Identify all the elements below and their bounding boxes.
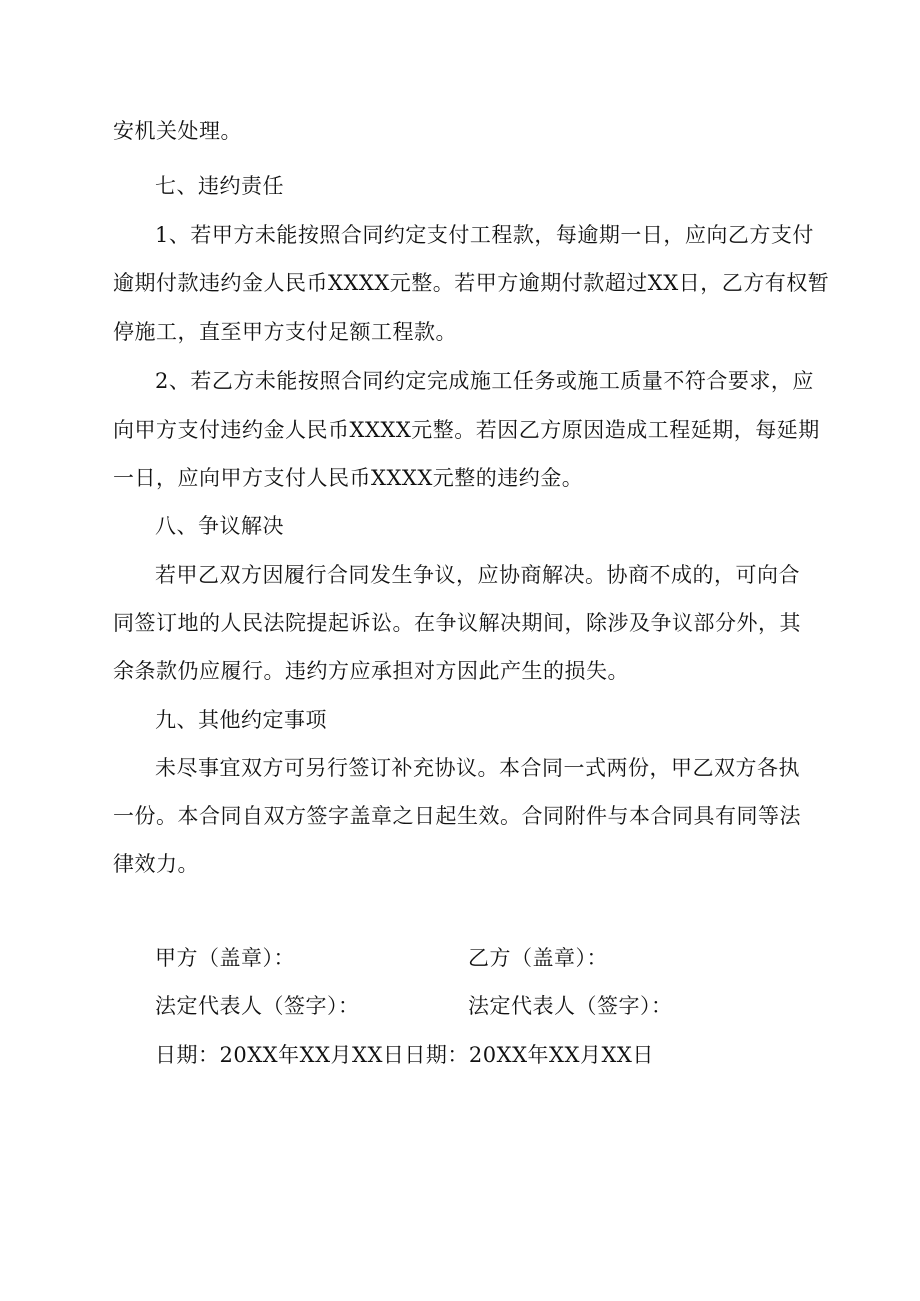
section8-heading: 八、争议解决 xyxy=(155,514,284,538)
clause1-line2: 逾期付款违约金人民币XXXX元整。若甲方逾期付款超过XX日，乙方有权暂 xyxy=(113,271,830,295)
section8-line2: 同签订地的人民法院提起诉讼。在争议解决期间，除涉及争议部分外，其 xyxy=(113,611,801,635)
section8-line3: 余条款仍应履行。违约方应承担对方因此产生的损失。 xyxy=(113,659,629,683)
clause2-line1: 2、若乙方未能按照合同约定完成施工任务或施工质量不符合要求，应 xyxy=(155,369,814,393)
party-b-rep-label: 法定代表人（签字）： xyxy=(468,994,673,1018)
clause1-line3: 停施工，直至甲方支付足额工程款。 xyxy=(113,320,457,344)
party-a-rep-label: 法定代表人（签字）： xyxy=(155,994,360,1018)
party-b-seal-label: 乙方（盖章）： xyxy=(468,946,608,970)
intro-tail-text: 安机关处理。 xyxy=(113,119,242,143)
clause1-line1: 1、若甲方未能按照合同约定支付工程款，每逾期一日，应向乙方支付 xyxy=(155,223,814,247)
section9-heading: 九、其他约定事项 xyxy=(155,708,327,732)
section8-line1: 若甲乙双方因履行合同发生争议，应协商解决。协商不成的，可向合 xyxy=(155,563,800,587)
signature-dates: 日期：20XX年XX月XX日日期：20XX年XX月XX日 xyxy=(155,1043,654,1067)
section7-heading: 七、违约责任 xyxy=(155,174,284,198)
party-a-seal-label: 甲方（盖章）： xyxy=(155,946,295,970)
clause2-line2: 向甲方支付违约金人民币XXXX元整。若因乙方原因造成工程延期，每延期 xyxy=(113,418,820,442)
clause2-line3: 一日，应向甲方支付人民币XXXX元整的违约金。 xyxy=(113,466,584,490)
section9-line1: 未尽事宜双方可另行签订补充协议。本合同一式两份，甲乙双方各执 xyxy=(155,756,800,780)
section9-line3: 律效力。 xyxy=(113,852,199,876)
section9-line2: 一份。本合同自双方签字盖章之日起生效。合同附件与本合同具有同等法 xyxy=(113,804,801,828)
